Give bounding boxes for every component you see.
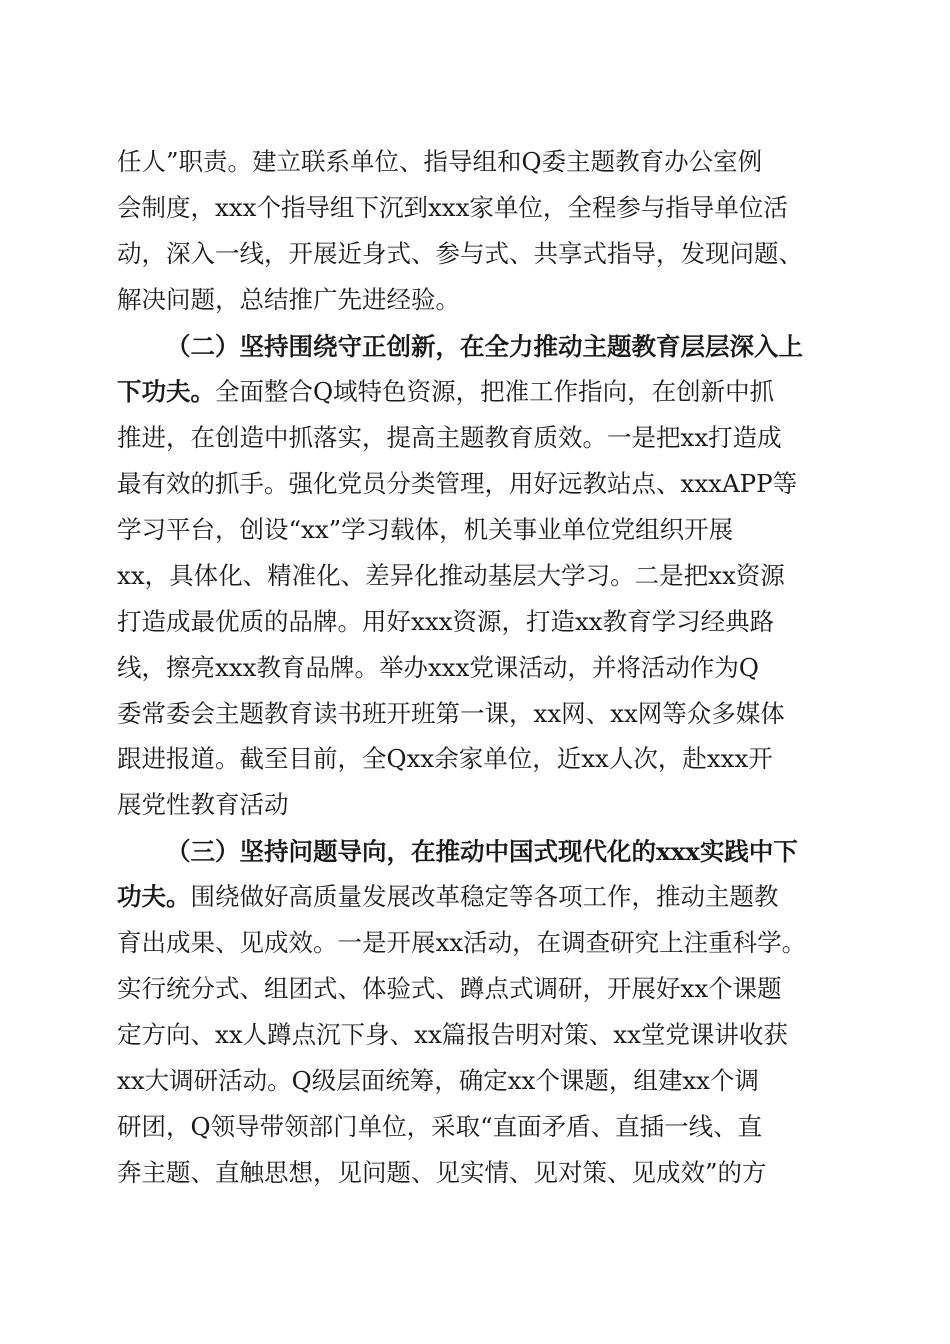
text-line: 跟进报道。截至目前，全Qxx余家单位，近xx人次，赴xxx开	[117, 744, 773, 773]
section-heading-2: （二）坚持围绕守正创新，在全力推动主题教育层层深入上	[166, 332, 803, 361]
text-line: 学习平台，创设“xx”学习载体，机关事业单位党组织开展	[117, 515, 734, 544]
text-line: 展党性教育活动	[117, 790, 289, 819]
text-line: 推进，在创造中抓落实，提高主题教育质效。一是把xx打造成	[117, 423, 782, 452]
text-line: 委常委会主题教育读书班开班第一课，xx网、xx网等众多媒体	[117, 699, 785, 728]
text-line: 任人”职责。建立联系单位、指导组和Q委主题教育办公室例	[117, 147, 763, 176]
line-text: 围绕做好高质量发展改革稳定等各项工作，推动主题教	[190, 882, 779, 911]
text-line: 最有效的抓手。强化党员分类管理，用好远教站点、xxxAPP等	[117, 469, 798, 498]
line-text: 全面整合Q域特色资源，把准工作指向，在创新中抓	[215, 377, 775, 406]
text-line: 定方向、xx人蹲点沉下身、xx篇报告明对策、xx堂党课讲收获	[117, 1020, 788, 1049]
heading-continuation: 下功夫。	[117, 377, 215, 406]
text-line	[117, 882, 779, 912]
text-line: 实行统分式、组团式、体验式、蹲点式调研，开展好xx个课题	[117, 974, 782, 1003]
text-line: xx大调研活动。Q级层面统筹，确定xx个课题，组建xx个调	[117, 1066, 759, 1095]
text-line: 动，深入一线，开展近身式、参与式、共享式指导，发现问题、	[117, 239, 803, 268]
text-line: 育出成果、见成效。一是开展xx活动，在调查研究上注重科学。	[117, 928, 807, 957]
text-line	[117, 377, 774, 407]
text-line: 研团，Q领导带领部门单位，采取“直面矛盾、直插一线、直	[117, 1112, 763, 1141]
text-line: 打造成最优质的品牌。用好xxx资源，打造xx教育学习经典路	[117, 607, 775, 636]
text-line: 解决问题，总结推广先进经验。	[117, 285, 460, 314]
text-line: 线，擦亮xxx教育品牌。举办xxx党课活动，并将活动作为Q	[117, 653, 759, 682]
text-line: xx，具体化、精准化、差异化推动基层大学习。二是把xx资源	[117, 561, 785, 590]
section-heading-3: （三）坚持问题导向，在推动中国式现代化的xxx实践中下	[166, 837, 798, 866]
heading-continuation: 功夫。	[117, 882, 191, 911]
text-line: 会制度，xxx个指导组下沉到xxx家单位，全程参与指导单位活	[117, 193, 788, 222]
text-line: 奔主题、直触思想，见问题、见实情、见对策、见成效”的方	[117, 1158, 767, 1187]
